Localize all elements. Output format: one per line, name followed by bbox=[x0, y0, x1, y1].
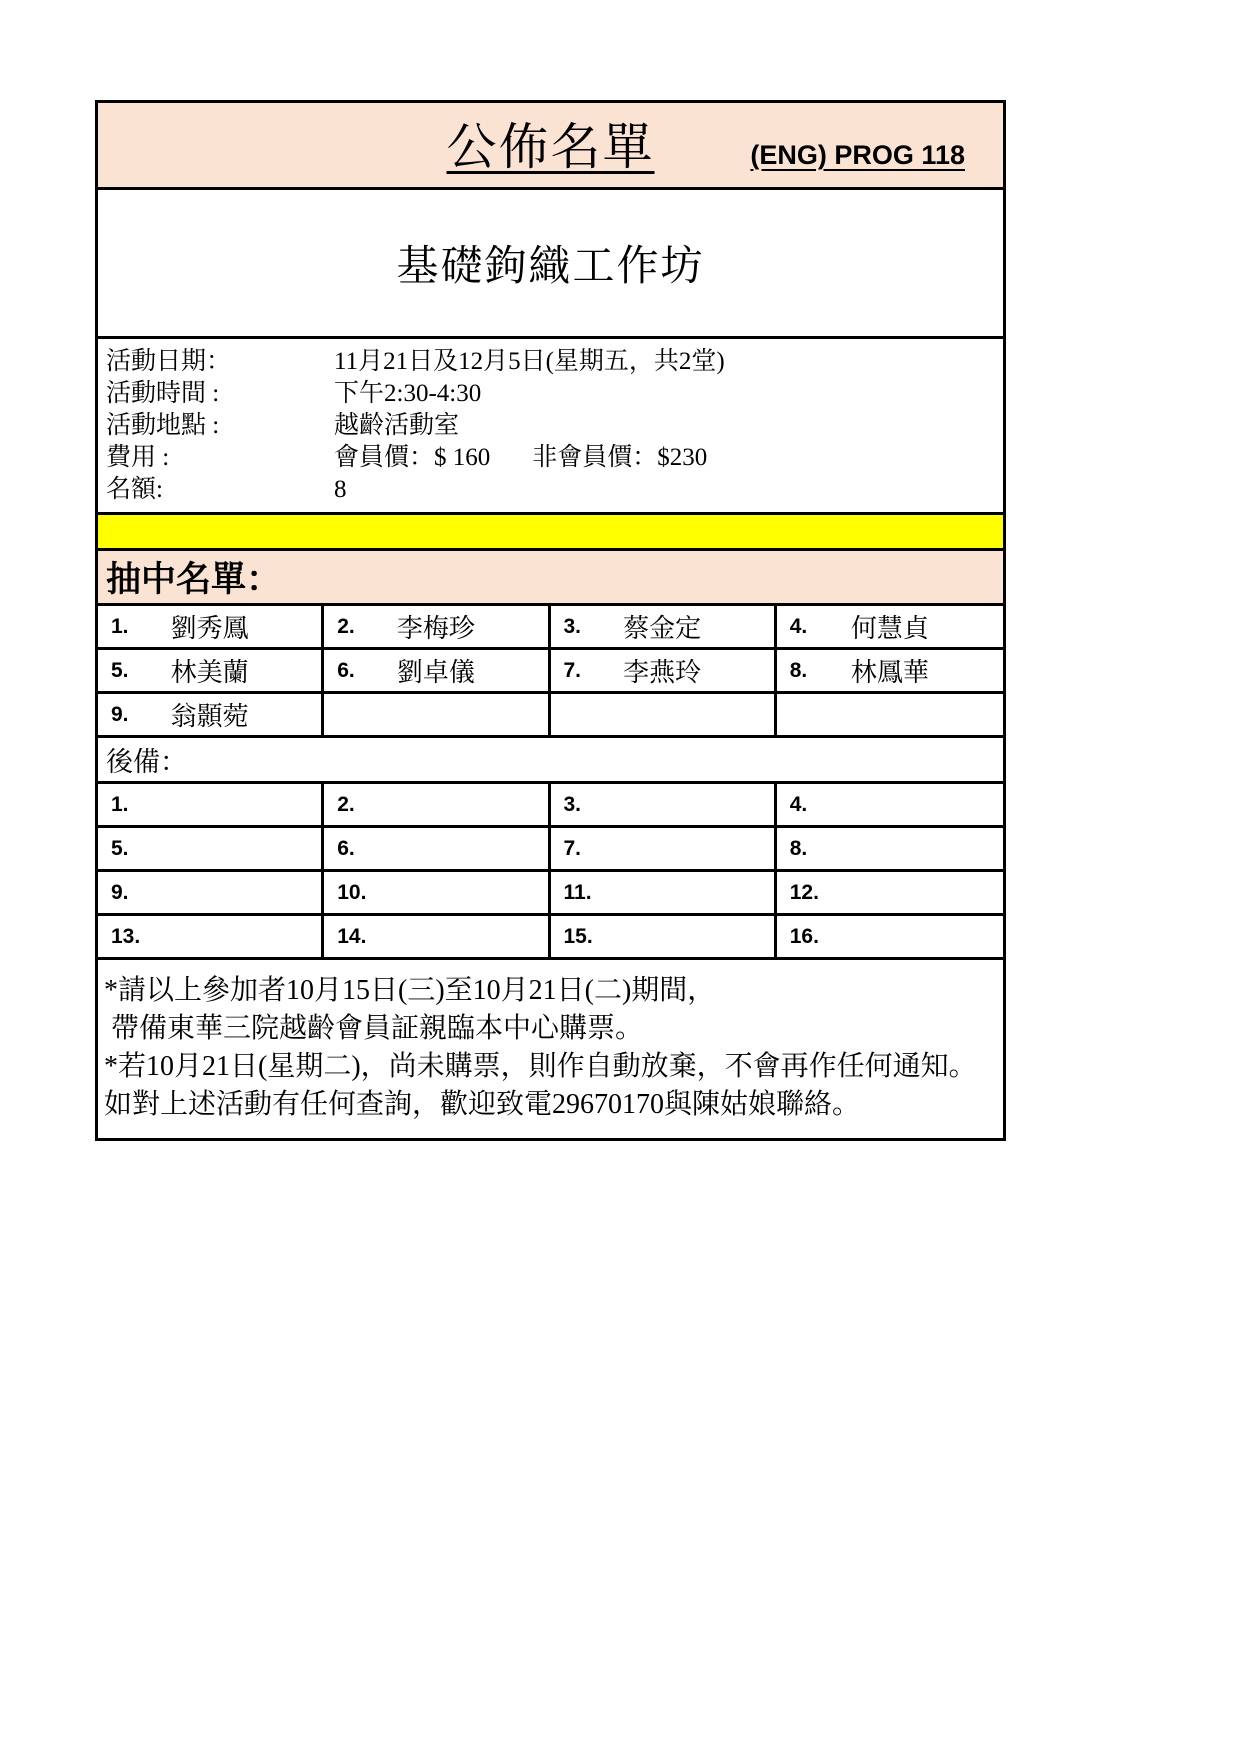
winner-cell-empty bbox=[551, 694, 777, 738]
winner-name: 翁顥菀 bbox=[170, 702, 249, 731]
detail-value-nonmember-price: 非會員價：$230 bbox=[532, 444, 708, 471]
winner-cell bbox=[551, 606, 777, 650]
backup-heading-row bbox=[98, 738, 1003, 784]
winner-number: 2. bbox=[337, 614, 355, 638]
backup-number: 3. bbox=[563, 792, 582, 816]
backup-number: 11. bbox=[563, 880, 592, 904]
backup-heading: 後備： bbox=[106, 747, 187, 777]
winner-number: 5. bbox=[111, 658, 129, 682]
detail-value: 11月21日及12月5日(星期五，共2堂) bbox=[334, 348, 725, 375]
winner-number: 7. bbox=[563, 658, 582, 682]
notice-sheet bbox=[95, 100, 1006, 1141]
note-line: 帶備東華三院越齡會員証親臨本中心購票。 bbox=[104, 1013, 644, 1044]
backup-cell bbox=[551, 872, 777, 916]
backup-cell bbox=[98, 916, 324, 960]
detail-row-quota bbox=[98, 474, 1003, 506]
activity-title: 基礎鉤織工作坊 bbox=[396, 244, 705, 290]
detail-row-time bbox=[98, 378, 1003, 410]
winner-name: 林美蘭 bbox=[170, 658, 249, 687]
note-line: *請以上參加者10月15日(三)至10月21日(二)期間， bbox=[104, 975, 716, 1006]
winner-number: 6. bbox=[337, 658, 355, 682]
backup-number: 15. bbox=[563, 924, 593, 948]
backup-cell bbox=[324, 872, 550, 916]
detail-label: 費用 : bbox=[106, 444, 170, 471]
winner-cell bbox=[777, 606, 1003, 650]
yellow-highlight-band bbox=[98, 515, 1003, 551]
backup-cell bbox=[98, 828, 324, 872]
backup-number: 4. bbox=[789, 792, 808, 816]
winner-name: 劉秀鳳 bbox=[170, 614, 249, 643]
winner-number: 3. bbox=[563, 614, 582, 638]
backup-cell bbox=[551, 828, 777, 872]
winner-cell-empty bbox=[324, 694, 550, 738]
winner-name: 李燕玲 bbox=[623, 658, 702, 687]
winner-name: 李梅珍 bbox=[396, 614, 475, 643]
activity-title-row bbox=[98, 190, 1003, 339]
backup-cell bbox=[777, 784, 1003, 828]
winner-cell bbox=[777, 650, 1003, 694]
backup-number: 7. bbox=[563, 836, 582, 860]
winner-name: 林鳳華 bbox=[850, 658, 929, 687]
backup-table bbox=[98, 784, 1003, 960]
backup-cell bbox=[777, 872, 1003, 916]
detail-row-date bbox=[98, 346, 1003, 378]
winner-name: 劉卓儀 bbox=[396, 658, 475, 687]
backup-number: 13. bbox=[111, 924, 141, 948]
winner-cell bbox=[324, 606, 550, 650]
drawn-list-heading: 抽中名單： bbox=[106, 560, 282, 599]
detail-value: 下午2:30-4:30 bbox=[334, 380, 482, 407]
backup-cell bbox=[324, 784, 550, 828]
activity-details bbox=[98, 339, 1003, 515]
detail-value: 8 bbox=[334, 476, 347, 503]
program-code: (ENG) PROG 118 bbox=[750, 140, 965, 170]
backup-cell bbox=[324, 828, 550, 872]
backup-number: 9. bbox=[111, 880, 129, 904]
detail-label: 活動地點 : bbox=[106, 412, 220, 439]
backup-number: 8. bbox=[789, 836, 808, 860]
winner-cell bbox=[324, 650, 550, 694]
backup-number: 14. bbox=[337, 924, 367, 948]
winner-cell bbox=[98, 694, 324, 738]
detail-row-fee bbox=[98, 442, 1003, 474]
backup-cell bbox=[551, 916, 777, 960]
backup-cell bbox=[777, 916, 1003, 960]
detail-value: 越齡活動室 bbox=[334, 412, 460, 439]
winner-number: 8. bbox=[789, 658, 808, 682]
drawn-list-heading-row bbox=[98, 551, 1003, 606]
header bbox=[98, 103, 1003, 190]
detail-value-member-price: 會員價：$ 160 bbox=[334, 444, 491, 471]
backup-number: 2. bbox=[337, 792, 355, 816]
winner-number: 4. bbox=[789, 614, 808, 638]
winner-number: 1. bbox=[111, 614, 129, 638]
winner-number: 9. bbox=[111, 702, 129, 726]
detail-label: 名額: bbox=[106, 476, 163, 503]
backup-cell bbox=[98, 872, 324, 916]
winner-name: 蔡金定 bbox=[623, 614, 702, 643]
backup-number: 12. bbox=[789, 880, 819, 904]
note-line: *若10月21日(星期二)，尚未購票，則作自動放棄，不會再作任何通知。如對上述活動有任何查詢，歡迎致電29670170與陳姑娘聯絡。 bbox=[104, 1051, 977, 1120]
detail-row-venue bbox=[98, 410, 1003, 442]
backup-cell bbox=[551, 784, 777, 828]
winner-name: 何慧貞 bbox=[850, 614, 929, 643]
backup-number: 5. bbox=[111, 836, 129, 860]
winner-cell-empty bbox=[777, 694, 1003, 738]
backup-number: 6. bbox=[337, 836, 355, 860]
backup-cell bbox=[98, 784, 324, 828]
winner-cell bbox=[551, 650, 777, 694]
notes bbox=[98, 960, 1003, 1138]
backup-number: 16. bbox=[789, 924, 819, 948]
detail-label: 活動時間 : bbox=[106, 380, 220, 407]
backup-number: 10. bbox=[337, 880, 367, 904]
document-title: 公佈名單 bbox=[446, 119, 655, 175]
backup-number: 1. bbox=[111, 792, 129, 816]
winner-cell bbox=[98, 650, 324, 694]
backup-cell bbox=[324, 916, 550, 960]
detail-label: 活動日期： bbox=[106, 348, 232, 375]
backup-cell bbox=[777, 828, 1003, 872]
drawn-list-table bbox=[98, 606, 1003, 738]
winner-cell bbox=[98, 606, 324, 650]
